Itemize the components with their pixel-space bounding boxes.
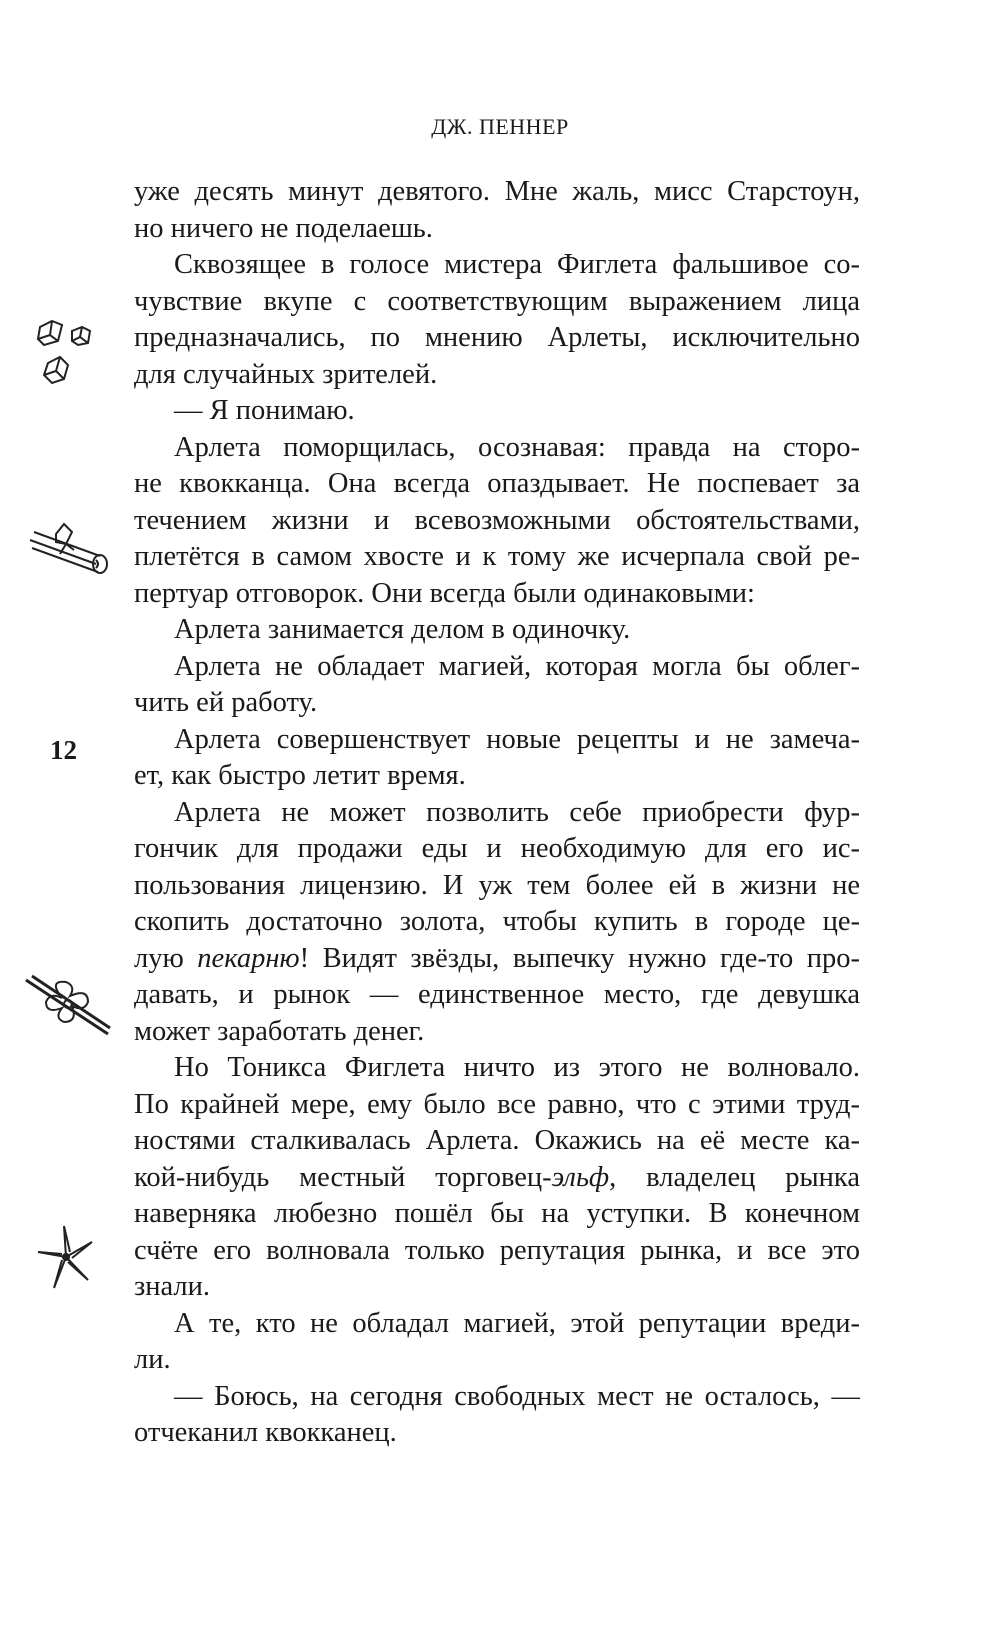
text-line: отчеканил квокканец.	[134, 1417, 397, 1448]
text-line: гончик для продажи еды и необходимую для его ис-	[134, 833, 860, 864]
text-line: для случайных зрителей.	[134, 358, 438, 390]
text-line: Сквозящее в голосе мистера Фиглета фальшивое со-	[174, 249, 860, 280]
text-line: знали.	[134, 1271, 211, 1302]
text-line: пользования лицензию. И уж тем более ей в жизни не	[134, 869, 860, 901]
text-line: пертуар отговорок. Они всегда были одинаковыми:	[134, 577, 755, 609]
text-line	[134, 941, 860, 978]
text-line: Арлета поморщилась, осознавая: правда на сторо-	[174, 431, 860, 463]
text-line: А те, кто не обладал магией, этой репутации вреди-	[174, 1307, 860, 1339]
text-line: наверняка любезно пошёл бы на уступки. В конечном	[134, 1198, 860, 1229]
running-header: ДЖ. ПЕННЕР	[431, 114, 569, 139]
text-line: Арлета совершенствует новые рецепты и не замеча-	[174, 723, 860, 755]
text-line: уже десять минут девятого. Мне жаль, мисс Старстоун,	[134, 176, 860, 207]
text-line: предназначались, по мнению Арлеты, исключительно	[134, 322, 860, 353]
text-line: чить ей работу.	[134, 687, 318, 718]
italic-word: пекарню	[197, 942, 300, 974]
text-line: плетётся в самом хвосте и к тому же исчерпала свой ре-	[134, 541, 860, 572]
text-line: течением жизни и всевозможными обстоятельствами,	[134, 504, 860, 536]
text-segment: ! Видят звёзды, выпечку нужно где-то про-	[299, 942, 861, 974]
vanilla-flower-icon	[22, 972, 114, 1044]
cinnamon-sticks-icon	[26, 520, 116, 580]
text-line: ет, как быстро летит время.	[134, 760, 466, 791]
text-segment: , владелец рынка	[609, 1161, 860, 1193]
text-line: Арлета не может позволить себе приобрести фур-	[174, 796, 860, 828]
text-segment: кой-нибудь местный торговец-	[134, 1161, 552, 1193]
text-line: ли.	[134, 1344, 171, 1375]
body-text	[134, 174, 860, 1452]
sugar-cubes-icon	[34, 315, 96, 390]
text-line: Но Тоникса Фиглета ничто из этого не волновало.	[174, 1052, 860, 1083]
text-line: но ничего не поделаешь.	[134, 212, 433, 244]
page-number: 12	[50, 735, 77, 765]
text-line: счёте его волновала только репутация рынка, и все это	[134, 1234, 860, 1266]
text-line: ностями сталкивалась Арлета. Окажись на её месте ка-	[134, 1125, 860, 1156]
text-line	[134, 1160, 860, 1197]
italic-word: эльф	[551, 1161, 610, 1193]
star-anise-icon	[34, 1222, 98, 1292]
text-line: Арлета не обладает магией, которая могла бы облег-	[174, 650, 860, 682]
text-line: — Боюсь, на сегодня свободных мест не осталось, —	[174, 1380, 860, 1412]
text-line: чувствие вкупе с соответствующим выражением лица	[134, 285, 860, 317]
text-line: — Я понимаю.	[174, 395, 355, 426]
text-line: может заработать денег.	[134, 1015, 425, 1047]
text-line: скопить достаточно золота, чтобы купить в городе це-	[134, 906, 860, 937]
text-line: По крайней мере, ему было все равно, что с этими труд-	[134, 1088, 860, 1120]
text-line: давать, и рынок — единственное место, где девушка	[134, 979, 860, 1010]
text-line: не квокканца. Она всегда опаздывает. Не поспевает за	[134, 468, 860, 499]
text-line: Арлета занимается делом в одиночку.	[174, 614, 631, 645]
text-segment: лую	[134, 942, 198, 974]
